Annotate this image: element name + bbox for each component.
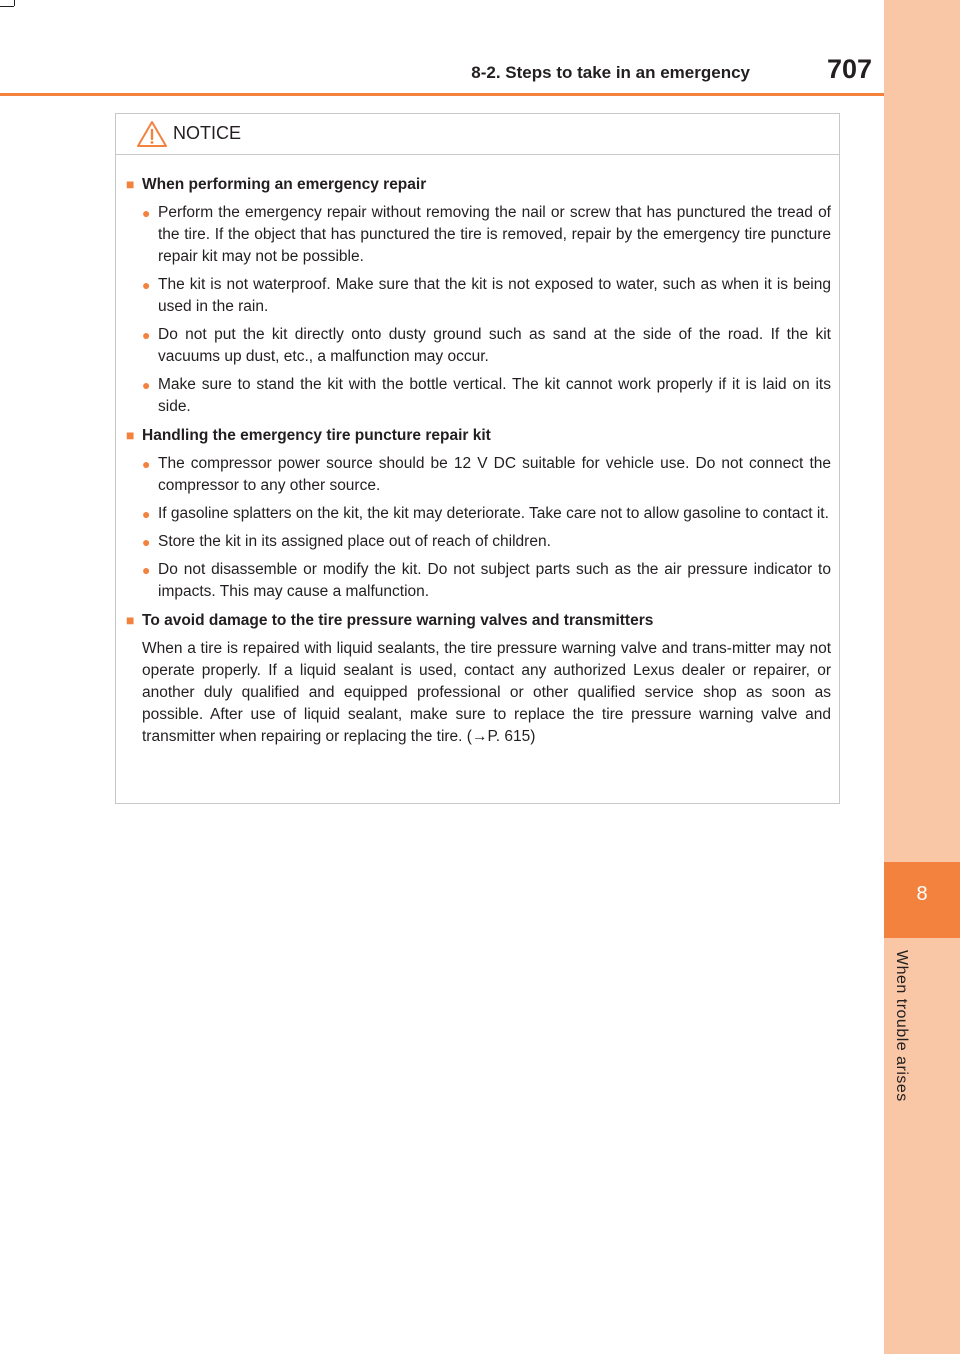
list-item: [142, 202, 831, 268]
list-item-text: Store the kit in its assigned place out of reach of children.: [158, 533, 551, 550]
notice-body: [116, 155, 839, 748]
list-item-text: Make sure to stand the kit with the bottle vertical. The kit cannot work properly if it is laid on its side.: [158, 376, 831, 415]
notice-label: NOTICE: [173, 123, 242, 143]
section-title: 8-2. Steps to take in an emergency: [471, 63, 750, 82]
list-item: [142, 274, 831, 318]
list-item-text: Perform the emergency repair without removing the nail or screw that has punctured the tread of the tire. If the object that has punctured the tire is removed, repair by the emergency tire puncture repair kit may not be possible.: [158, 204, 831, 265]
dot-bullet-icon: ●: [142, 456, 151, 472]
dot-bullet-icon: ●: [142, 377, 151, 393]
dot-bullet-icon: ●: [142, 562, 151, 578]
section-paragraph: When a tire is repaired with liquid sealants, the tire pressure warning valve and trans-mitter may not operate properly. If a liquid sealant is used, contact any authorized Lexus dealer or repairer, or another duly qualified and equipped professional or other qualified service shop as soon as possible. After use of liquid sealant, make sure to replace the tire pressure warning valve and transmitter when repairing or replacing the tire. (→P. 615): [142, 640, 831, 745]
crop-mark: [14, 0, 15, 6]
square-bullet-icon: ■: [126, 612, 135, 628]
dot-bullet-icon: ●: [142, 506, 151, 522]
section-heading: [126, 609, 831, 632]
list-item-text: If gasoline splatters on the kit, the kit may deteriorate. Take care not to allow gasoline to contact it.: [158, 505, 829, 522]
list-item-text: The kit is not waterproof. Make sure that the kit is not exposed to water, such as when it is being used in the rain.: [158, 276, 831, 315]
warning-triangle-icon: [136, 120, 168, 148]
section-heading-text: To avoid damage to the tire pressure warning valves and transmitters: [142, 612, 654, 629]
square-bullet-icon: ■: [126, 176, 135, 192]
section-heading-text: When performing an emergency repair: [142, 176, 427, 193]
notice-box: [115, 113, 840, 804]
list-item: [142, 531, 831, 553]
notice-header: [116, 114, 839, 155]
list-item-text: Do not disassemble or modify the kit. Do not subject parts such as the air pressure indicator to impacts. This may cause a malfunction.: [158, 561, 831, 600]
list-item: [142, 374, 831, 418]
page-number: 707: [826, 54, 872, 84]
chapter-side-tab: [884, 0, 960, 1354]
list-item: [142, 559, 831, 603]
dot-bullet-icon: ●: [142, 534, 151, 550]
crop-mark: [0, 6, 14, 7]
chapter-title: When trouble arises: [893, 950, 910, 1102]
header-rule: [0, 93, 884, 96]
list-item: [142, 324, 831, 368]
list-item: [142, 453, 831, 497]
section-heading: [126, 424, 831, 447]
square-bullet-icon: ■: [126, 427, 135, 443]
list-item-text: Do not put the kit directly onto dusty ground such as sand at the side of the road. If the kit vacuums up dust, etc., a malfunction may occur.: [158, 326, 831, 365]
list-item: [142, 503, 831, 525]
dot-bullet-icon: ●: [142, 277, 151, 293]
section-heading: [126, 173, 831, 196]
list-item-text: The compressor power source should be 12 V DC suitable for vehicle use. Do not connect the compressor to any other source.: [158, 455, 831, 494]
chapter-number: 8: [916, 883, 928, 905]
dot-bullet-icon: ●: [142, 327, 151, 343]
dot-bullet-icon: ●: [142, 205, 151, 221]
section-heading-text: Handling the emergency tire puncture repair kit: [142, 427, 491, 444]
